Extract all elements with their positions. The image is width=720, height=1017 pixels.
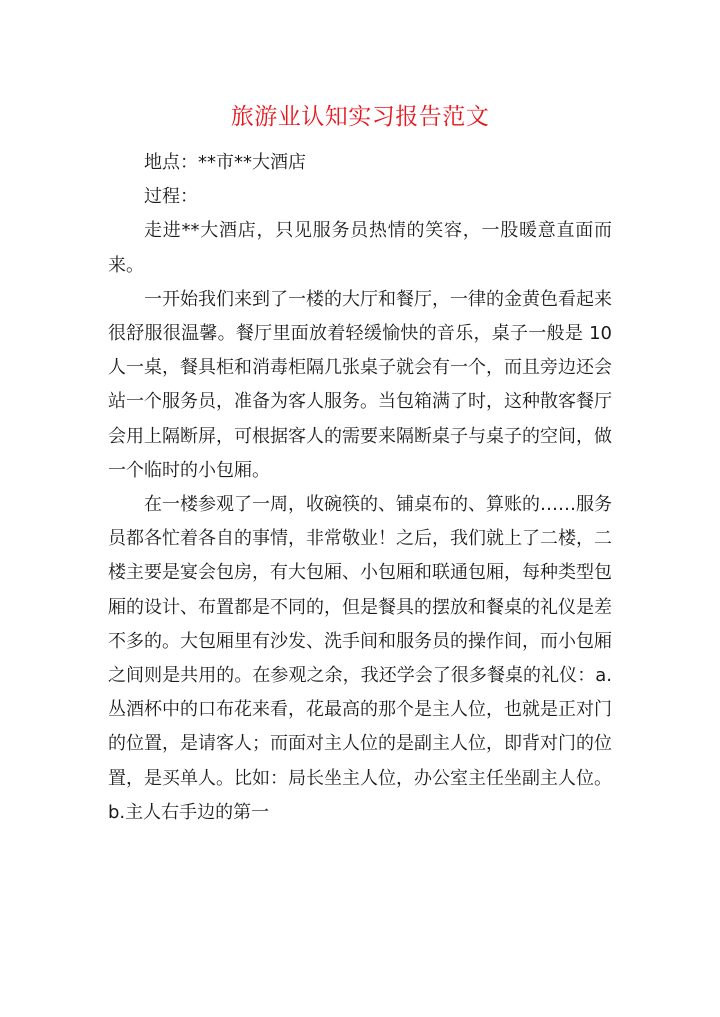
paragraph-second-floor: 在一楼参观了一周，收碗筷的、铺桌布的、算账的……服务员都各忙着各自的事情，非常敬业！之后，我们就上了二楼，二楼主要是宴会包房，有大包厢、小包厢和联通包厢，每种类型包厢的设计、布置都是不同的，但是餐具的摆放和餐桌的礼仪是差不多的。大包厢里有沙发、洗手间和服务员的操作间，而小包厢之间则是共用的。在参观之余，我还学会了很多餐桌的礼仪：a.丛酒杯中的口布花来看，花最高的那个是主人位，也就是正对门的位置，是请客人；而面对主人位的是副主人位，即背对门的位置，是买单人。比如：局长坐主人位，办公室主任坐副主人位。b.主人右手边的第一: [108, 494, 612, 823]
paragraph-process-label: 过程：: [144, 186, 198, 208]
paragraph-location: 地点：**市**大酒店: [144, 152, 306, 173]
document-title: 旅游业认知实习报告范文: [230, 104, 490, 130]
paragraph-first-floor: 一开始我们来到了一楼的大厅和餐厅，一律的金黄色看起来很舒服很温馨。餐厅里面放着轻缓愉快的音乐，桌子一般是 10 人一桌，餐具柜和消毒柜隔几张桌子就会有一个，而且旁边还会站一个服务员，准备为客人服务。当包箱满了时，这种散客餐厅会用上隔断屏，可根据客人的需要来隔断桌子与桌子的空间，做一个临时的小包厢。: [108, 288, 612, 481]
paragraph-intro: 走进**大酒店，只见服务员热情的笑容，一股暖意直面而来。: [108, 220, 612, 276]
document-body: [108, 146, 612, 830]
